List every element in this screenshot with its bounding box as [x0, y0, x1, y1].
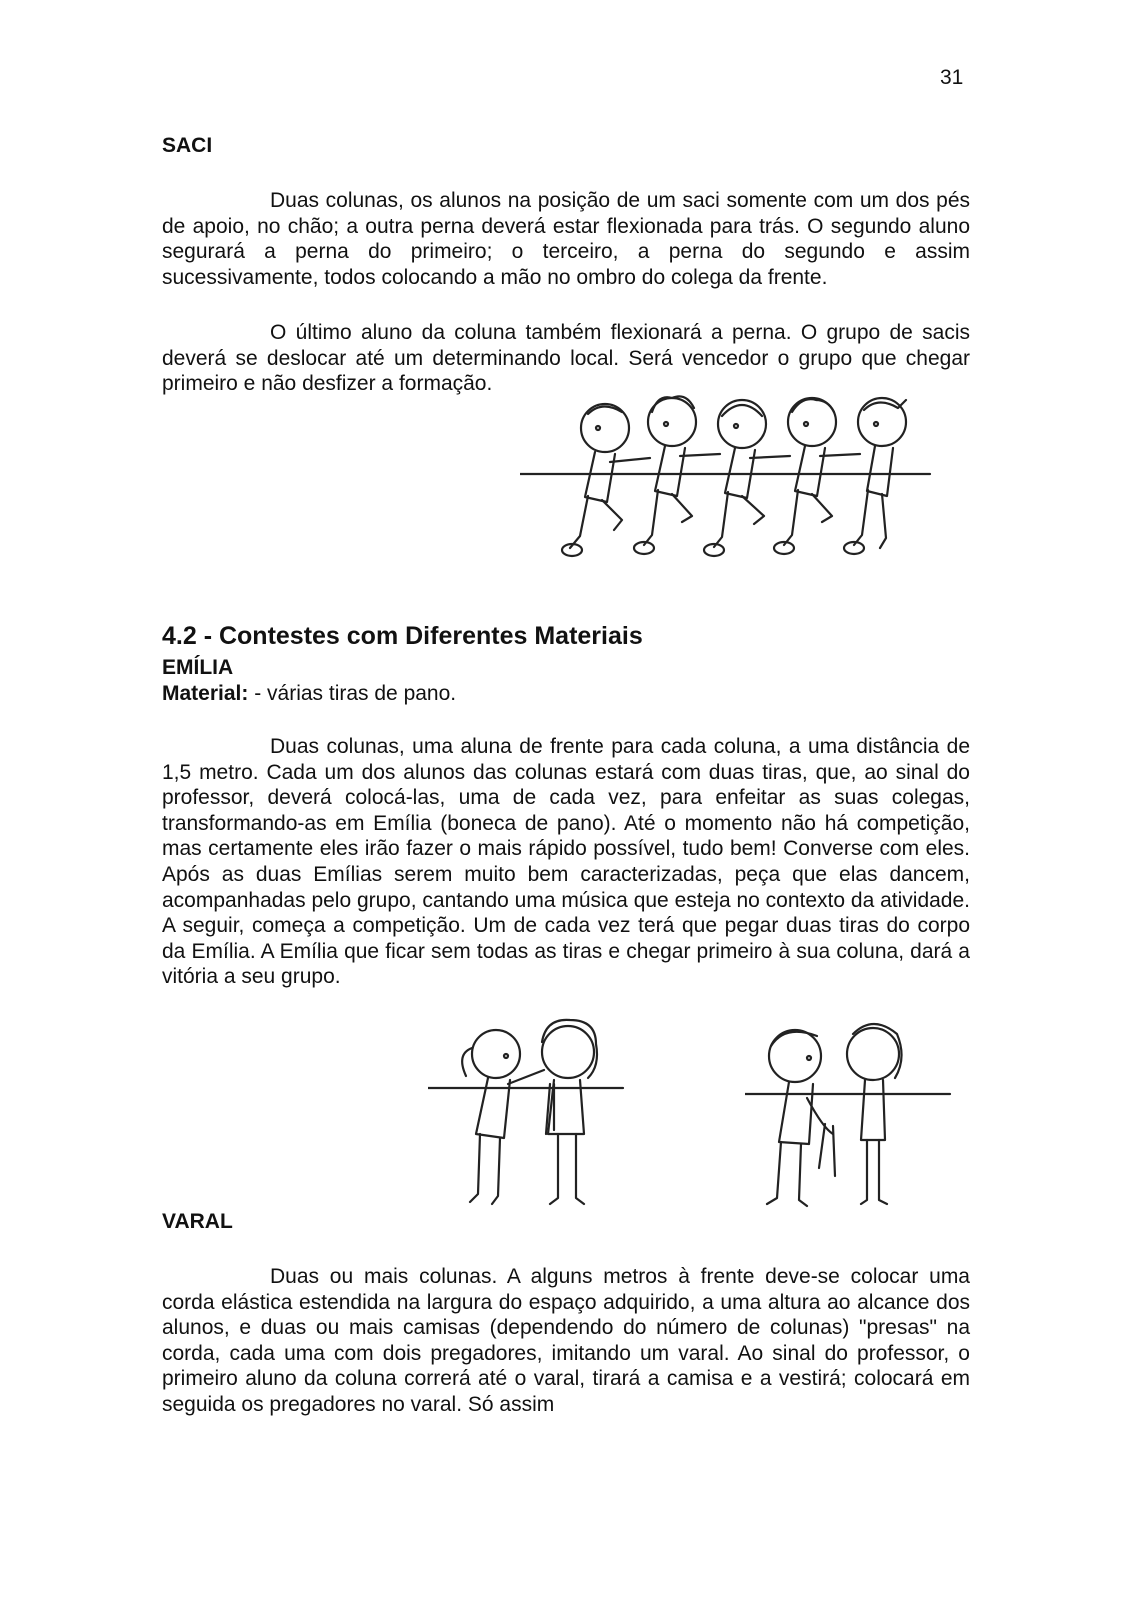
emilia-title: EMÍLIA	[162, 656, 234, 679]
saci-paragraph-1: Duas colunas, os alunos na posição de um saci somente com um dos pés de apoio, no chão; a outra perna deverá estar flexionada para trás. O segundo aluno segurará a perna do primeiro; o terceiro, a perna do segundo e assim sucessivamente, todos colocando a mão no ombro do colega da frente.	[162, 189, 970, 289]
material-text: - várias tiras de pano.	[248, 682, 457, 705]
saci-illustration	[520, 392, 940, 582]
emilia-illustration-left	[428, 1014, 628, 1214]
emilia-illustration-right	[745, 1014, 955, 1214]
emilia-paragraph: Duas colunas, uma aluna de frente para cada coluna, a uma distância de 1,5 metro. Cada um dos alunos das colunas estará com duas tiras, que, ao sinal do professor, deverá colocá-las, uma de cada vez, para enfeitar as suas colegas, transformando-as em Emília (boneca de pano). Até o momento não há competição, mas certamente eles irão fazer o mais rápido possível, tudo bem! Converse com eles. Após as duas Emílias serem muito bem caracterizadas, peça que elas dancem, acompanhadas pelo grupo, cantando uma música que esteja no contexto da atividade. A seguir, começa a competição. Um de cada vez terá que pegar duas tiras do corpo da Emília. A Emília que ficar sem todas as tiras e chegar primeiro à sua coluna, dará a vitória a seu grupo.	[162, 735, 970, 989]
material-label: Material:	[162, 682, 249, 705]
page-number: 31	[940, 66, 964, 89]
saci-title: SACI	[162, 134, 213, 157]
saci-paragraph-2: O último aluno da coluna também flexionará a perna. O grupo de sacis deverá se deslocar até um determinando local. Será vencedor o grupo que chegar primeiro e não desfizer a formação.	[162, 321, 970, 396]
varal-paragraph: Duas ou mais colunas. A alguns metros à frente deve-se colocar uma corda elástica estendida na largura do espaço adquirido, a uma altura ao alcance dos alunos, e duas ou mais camisas (dependendo do número de colunas) "presas" na corda, cada uma com dois pregadores, imitando um varal. Ao sinal do professor, o primeiro aluno da coluna correrá até o varal, tirará a camisa e a vestirá; colocará em seguida os pregadores no varal. Só assim	[162, 1265, 970, 1416]
emilia-material	[162, 682, 456, 706]
section-title: 4.2 - Contestes com Diferentes Materiais	[162, 622, 643, 650]
varal-title: VARAL	[162, 1210, 233, 1233]
